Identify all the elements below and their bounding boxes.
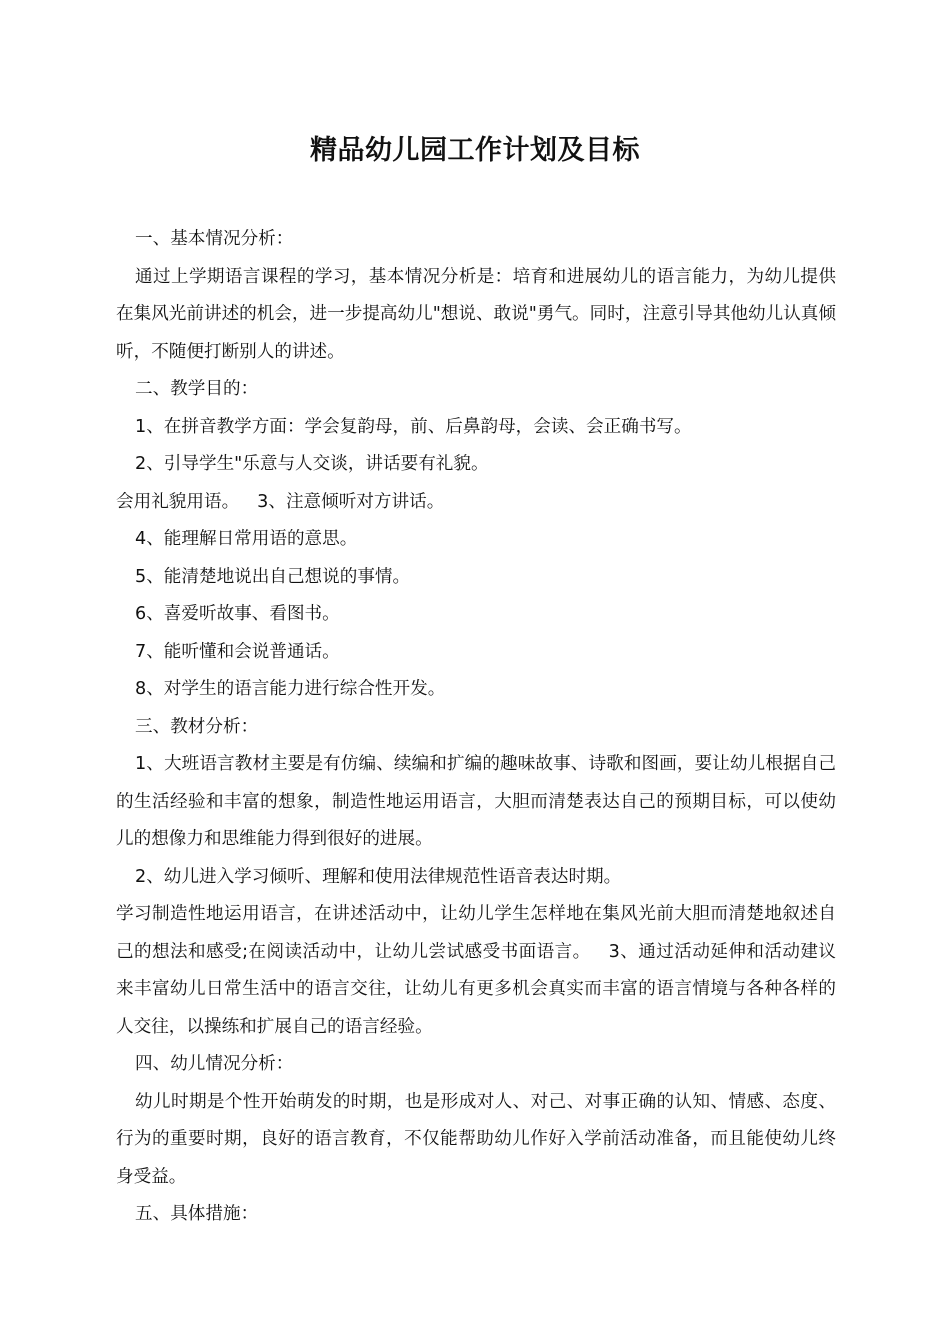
page-title: 精品幼儿园工作计划及目标 (310, 135, 640, 166)
paragraph: 通过上学期语言课程的学习，基本情况分析是：培育和进展幼儿的语言能力，为幼儿提供在集风光前讲述的机会，进一步提高幼儿"想说、敢说"勇气。同时，注意引导其他幼儿认真倾听，不随便打断别人的讲述。 (116, 266, 836, 362)
list-item: 2、引导学生"乐意与人交谈，讲话要有礼貌。 (135, 454, 489, 474)
list-item: 6、喜爱听故事、看图书。 (135, 604, 340, 624)
list-item: 7、能听懂和会说普通话。 (135, 641, 340, 662)
section-heading: 一、基本情况分析： (135, 229, 294, 249)
document-body (116, 221, 836, 1234)
list-item-text: 学习制造性地运用语言，在讲述活动中，让幼儿学生怎样地在集风光前大胆而清楚地叙述自己的想法和感受;在阅读活动中，让幼儿尝试感受书面语言。 (116, 904, 836, 962)
list-item: 8、对学生的语言能力进行综合性开发。 (135, 679, 446, 699)
list-item: 1、在拼音教学方面：学会复韵母，前、后鼻韵母，会读、会正确书写。 (135, 416, 692, 437)
list-item-continuation (116, 484, 836, 522)
section-heading: 四、幼儿情况分析： (135, 1054, 294, 1074)
list-item: 5、能清楚地说出自己想说的事情。 (135, 566, 411, 587)
section-heading: 二、教学目的： (135, 379, 259, 399)
paragraph: 幼儿时期是个性开始萌发的时期，也是形成对人、对己、对事正确的认知、情感、态度、行为的重要时期，良好的语言教育，不仅能帮助幼儿作好入学前活动准备，而且能使幼儿终身受益。 (116, 1091, 836, 1187)
list-item-text: 3、注意倾听对方讲话。 (257, 491, 445, 512)
list-item-continuation (116, 896, 836, 1046)
section-heading: 五、具体措施： (135, 1204, 259, 1224)
section-heading: 三、教材分析： (135, 716, 259, 737)
list-item-text: 会用礼貌用语。 (116, 491, 240, 512)
list-item: 2、幼儿进入学习倾听、理解和使用法律规范性语音表达时期。 (135, 866, 622, 887)
list-item: 4、能理解日常用语的意思。 (135, 529, 358, 549)
list-item: 1、大班语言教材主要是有仿编、续编和扩编的趣味故事、诗歌和图画，要让幼儿根据自己的生活经验和丰富的想象，制造性地运用语言，大胆而清楚表达自己的预期目标，可以使幼儿的想像力和思维能力得到很好的进展。 (116, 754, 836, 849)
list-item-text: 3、通过活动延伸和活动建议来丰富幼儿日常生活中的语言交往，让幼儿有更多机会真实而丰富的语言情境与各种各样的人交往，以操练和扩展自己的语言经验。 (116, 941, 836, 1037)
